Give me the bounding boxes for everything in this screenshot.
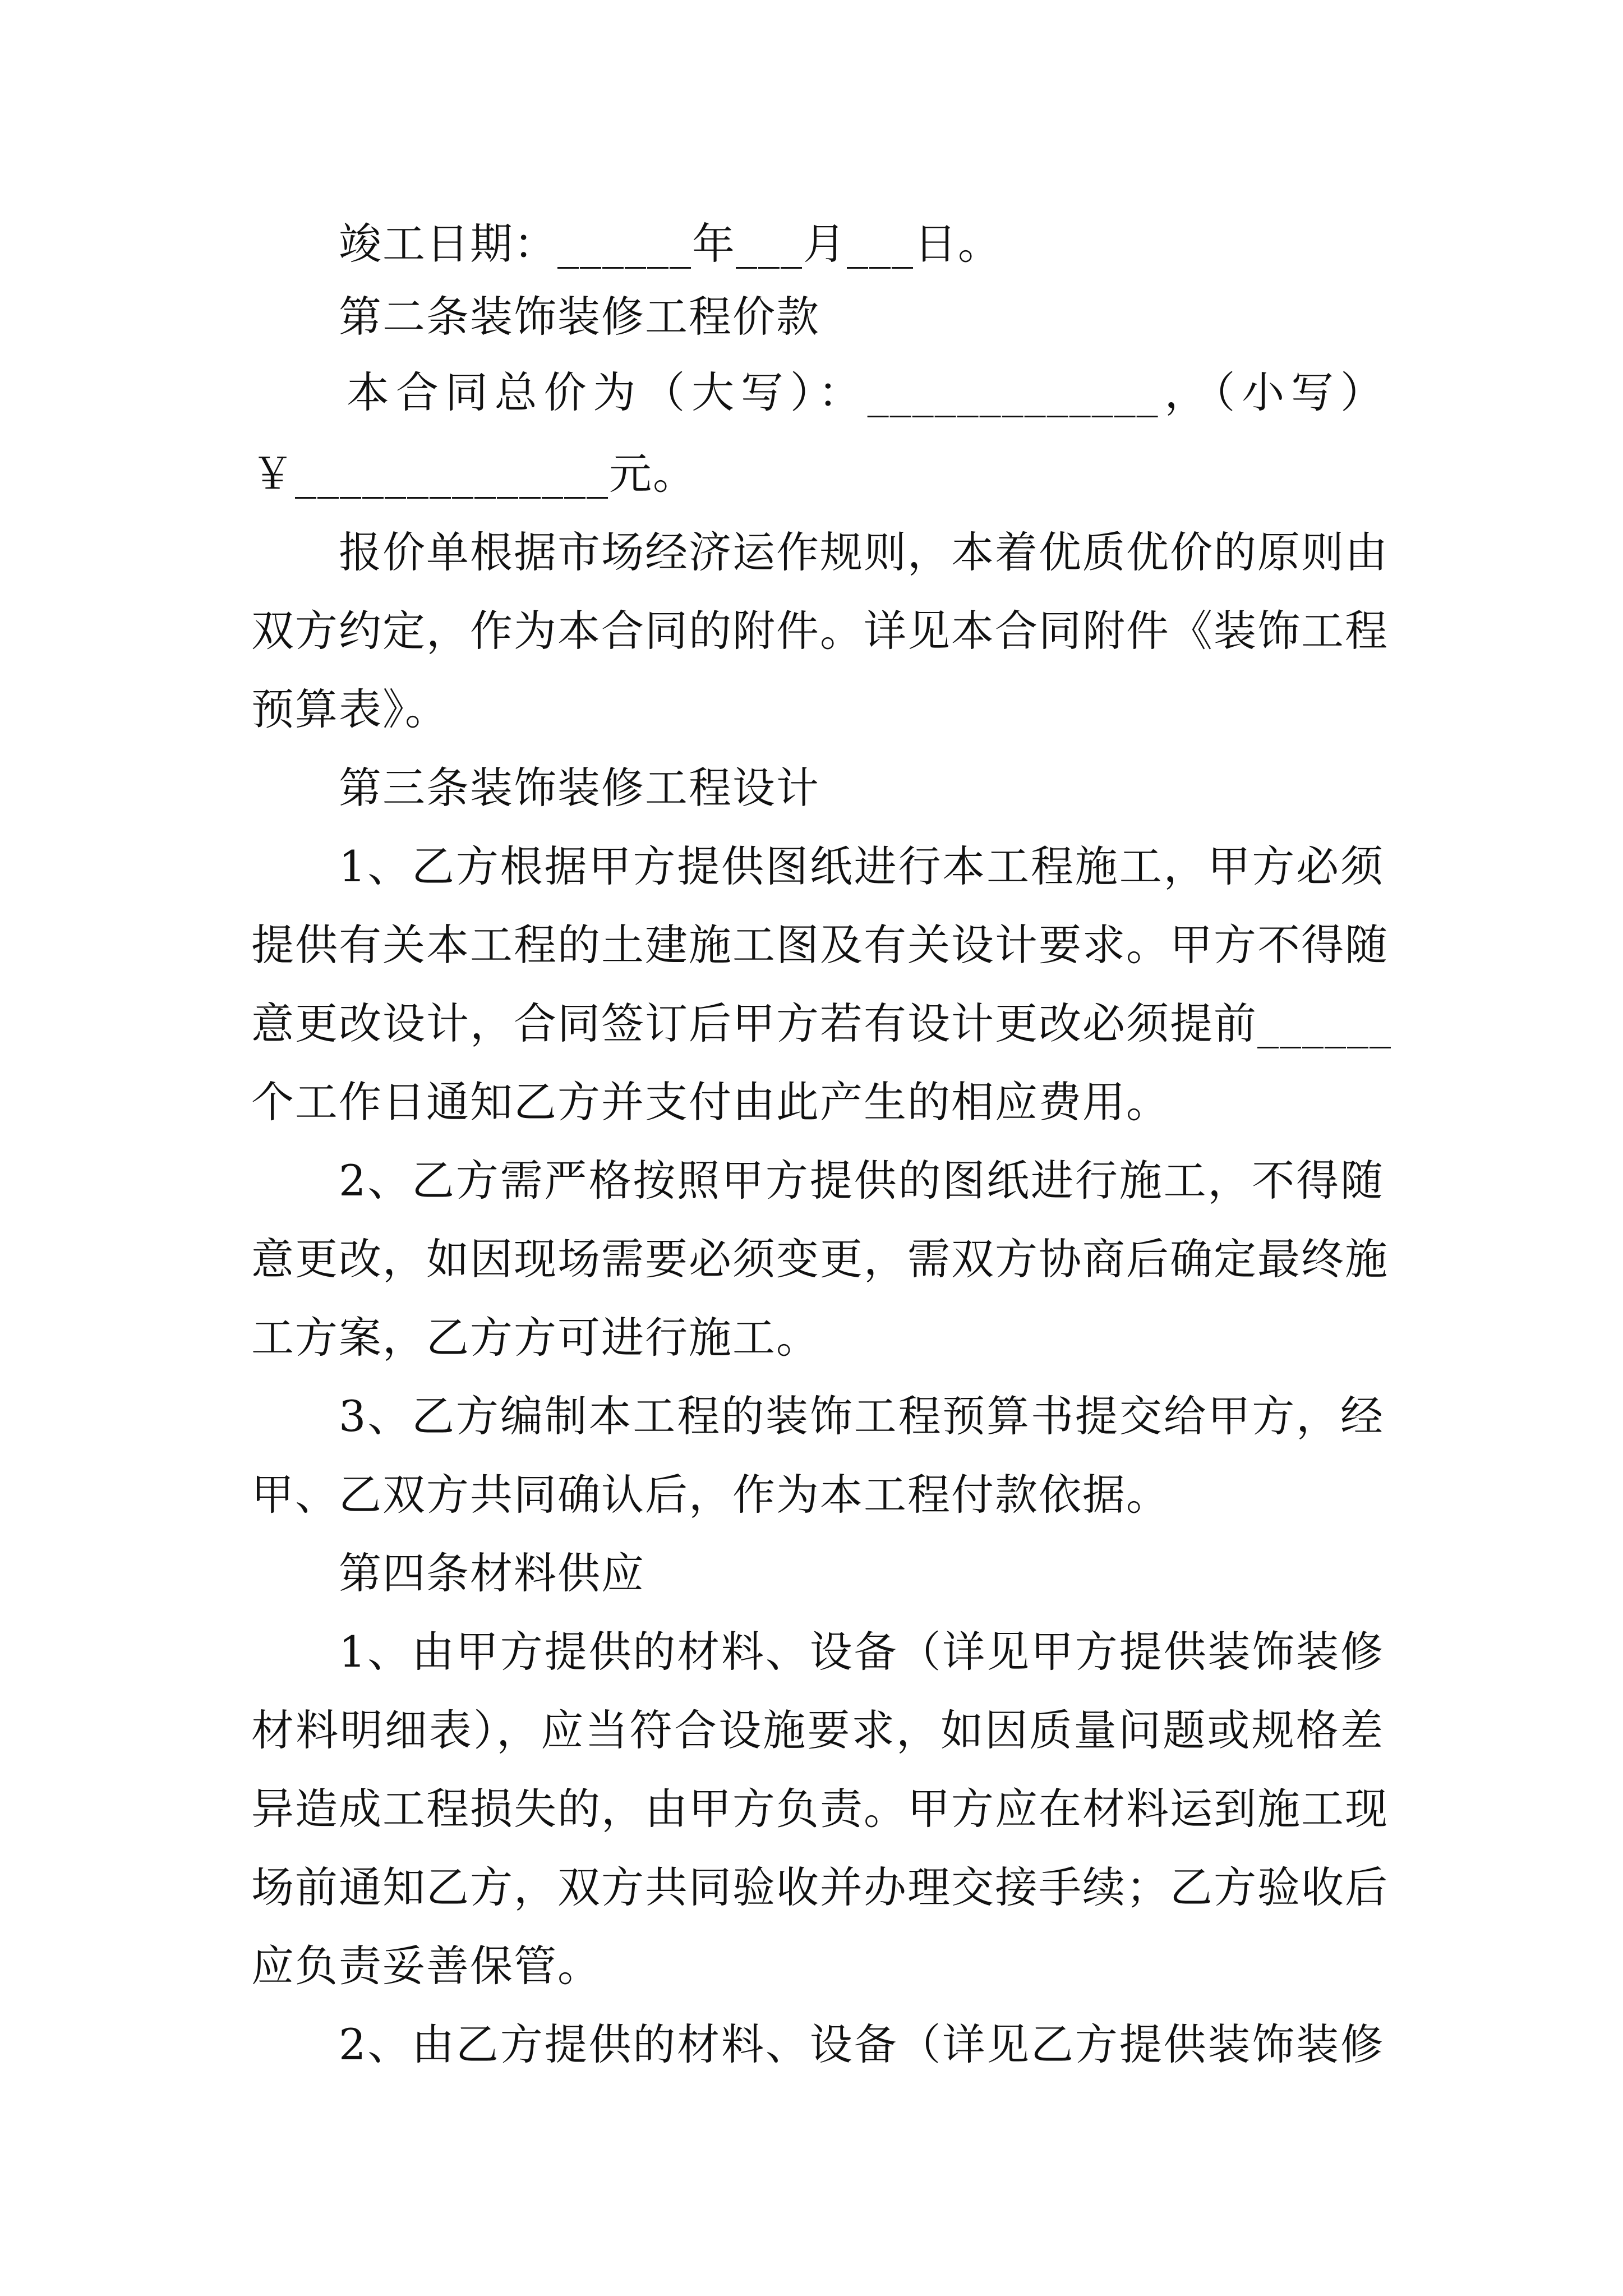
paragraph-line: 工方案，乙方方可进行施工。 bbox=[251, 1313, 820, 1363]
paragraph-line: 2、由乙方提供的材料、设备（详见乙方提供装饰装修 bbox=[339, 2019, 1384, 2069]
paragraph-line: 场前通知乙方，双方共同验收并办理交接手续；乙方验收后 bbox=[251, 1862, 1389, 1912]
paragraph-line: 应负责妥善保管。 bbox=[251, 1941, 601, 1991]
paragraph-line: 1、乙方根据甲方提供图纸进行本工程施工，甲方必须 bbox=[339, 841, 1384, 891]
paragraph-line: 2、乙方需严格按照甲方提供的图纸进行施工，不得随 bbox=[339, 1156, 1384, 1205]
paragraph-line: 报价单根据市场经济运作规则，本着优质优价的原则由 bbox=[339, 527, 1389, 577]
paragraph-line: 3、乙方编制本工程的装饰工程预算书提交给甲方，经 bbox=[339, 1391, 1384, 1441]
paragraph-line: 甲、乙双方共同确认后，作为本工程付款依据。 bbox=[251, 1470, 1170, 1520]
contract-price-line: 本合同总价为（大写）：_____________，（小写） bbox=[347, 367, 1384, 417]
paragraph-line: 意更改设计，合同签订后甲方若有设计更改必须提前______ bbox=[251, 999, 1392, 1048]
contract-price-amount-line: ￥______________元。 bbox=[251, 449, 697, 499]
paragraph-line: 异造成工程损失的，由甲方负责。甲方应在材料运到施工现 bbox=[251, 1784, 1389, 1834]
section-heading-3: 第三条装饰装修工程设计 bbox=[339, 763, 820, 813]
section-heading-2: 第二条装饰装修工程价款 bbox=[339, 292, 820, 342]
paragraph-line: 双方约定，作为本合同的附件。详见本合同附件《装饰工程 bbox=[251, 606, 1389, 656]
paragraph-line: 材料明细表），应当符合设施要求，如因质量问题或规格差 bbox=[251, 1705, 1384, 1755]
paragraph-line: 1、由甲方提供的材料、设备（详见甲方提供装饰装修 bbox=[339, 1627, 1384, 1677]
completion-date-line: 竣工日期：______年___月___日。 bbox=[339, 219, 1002, 269]
section-heading-4: 第四条材料供应 bbox=[339, 1548, 645, 1598]
paragraph-line: 提供有关本工程的土建施工图及有关设计要求。甲方不得随 bbox=[251, 920, 1389, 970]
paragraph-line: 预算表》。 bbox=[251, 684, 449, 734]
paragraph-line: 个工作日通知乙方并支付由此产生的相应费用。 bbox=[251, 1077, 1170, 1127]
paragraph-line: 意更改，如因现场需要必须变更，需双方协商后确定最终施 bbox=[251, 1234, 1389, 1284]
